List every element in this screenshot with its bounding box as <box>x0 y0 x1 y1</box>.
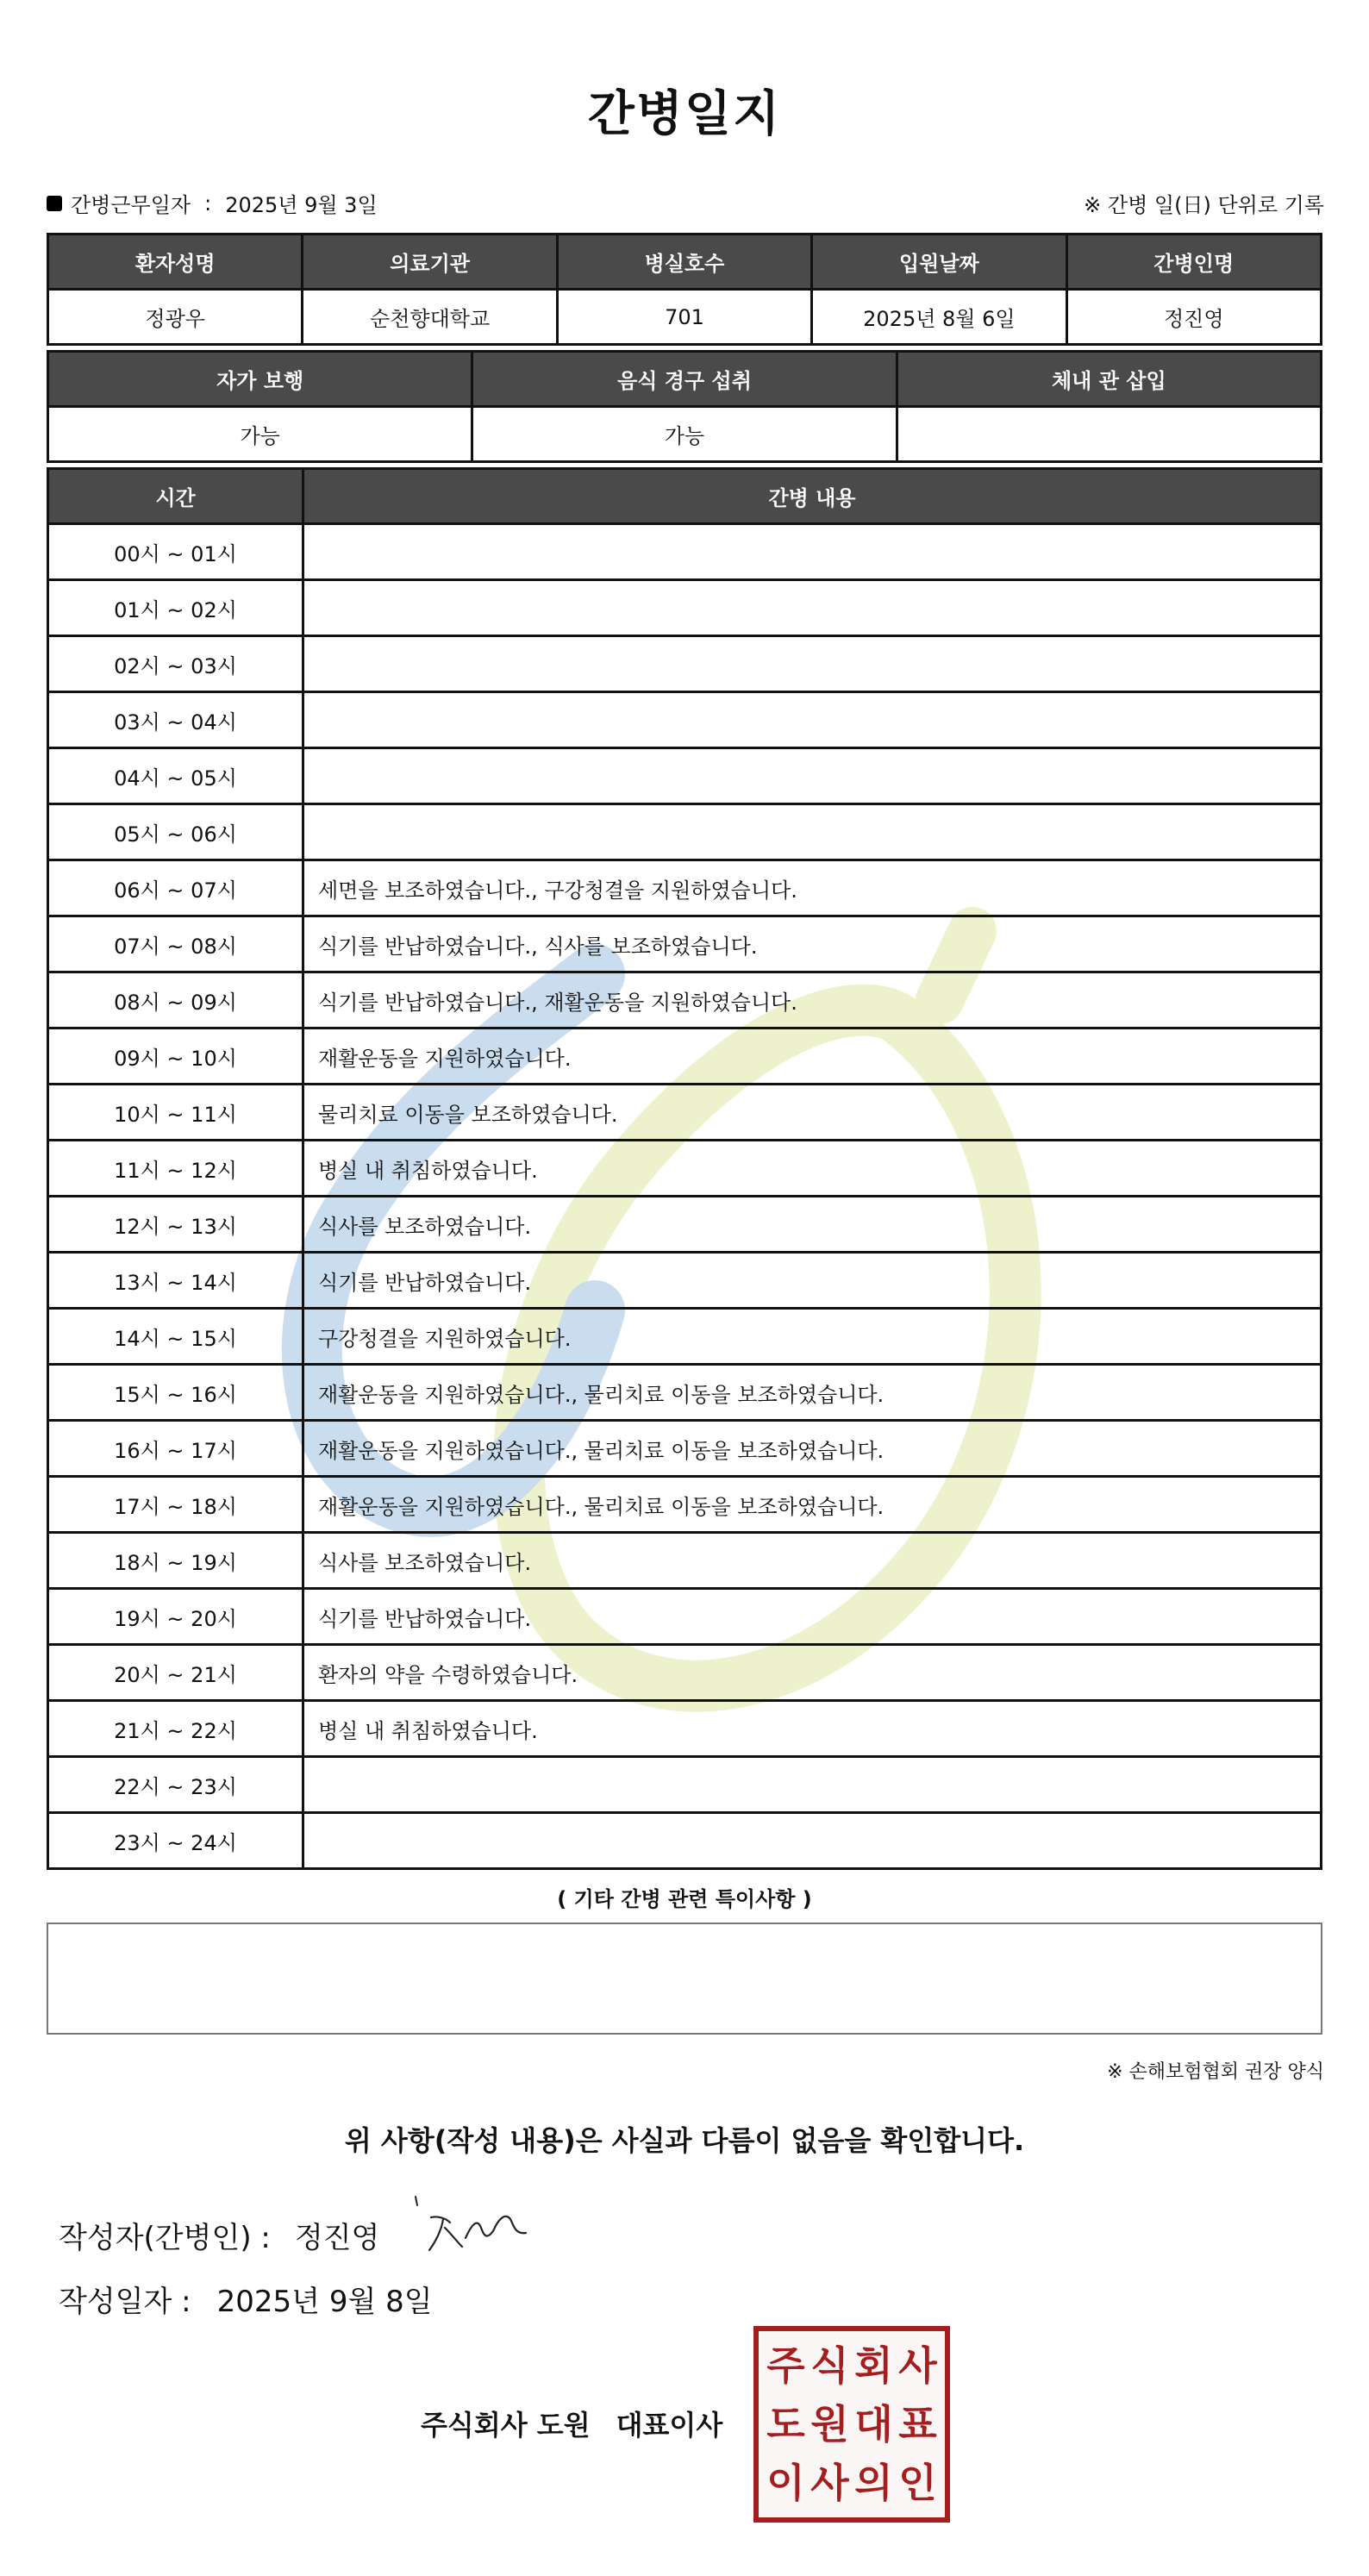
log-time-cell: 18시 ~ 19시 <box>48 1533 303 1589</box>
log-time-cell: 07시 ~ 08시 <box>48 916 303 972</box>
log-time-cell: 01시 ~ 02시 <box>48 580 303 636</box>
company-seal-stamp <box>753 2326 950 2523</box>
log-content-cell <box>303 1757 1322 1813</box>
seal-character: 식 <box>810 2342 849 2389</box>
seal-character: 도 <box>766 2401 805 2448</box>
hourly-care-log-table <box>47 467 1322 1870</box>
log-time-cell: 06시 ~ 07시 <box>48 860 303 916</box>
daily-record-note: ※ 간병 일(日) 단위로 기록 <box>1084 193 1324 217</box>
log-content-cell <box>303 636 1322 692</box>
writer-label: 작성자(간병인) : <box>59 2221 271 2255</box>
log-row <box>48 1701 1322 1757</box>
log-content-cell: 구강청결을 지원하였습니다. <box>303 1309 1322 1365</box>
log-time-cell: 04시 ~ 05시 <box>48 748 303 804</box>
self-walking-header: 자가 보행 <box>48 352 472 407</box>
log-content-cell: 재활운동을 지원하였습니다., 물리치료 이동을 보조하였습니다. <box>303 1365 1322 1421</box>
room-number-header: 병실호수 <box>557 234 811 290</box>
care-content-header: 간병 내용 <box>303 469 1322 524</box>
log-row <box>48 972 1322 1029</box>
log-time-cell: 10시 ~ 11시 <box>48 1085 303 1141</box>
log-content-cell <box>303 524 1322 580</box>
log-row <box>48 1309 1322 1365</box>
log-row <box>48 1645 1322 1701</box>
seal-character: 회 <box>854 2342 893 2389</box>
log-header-row <box>48 469 1322 524</box>
log-time-cell: 19시 ~ 20시 <box>48 1589 303 1645</box>
log-time-cell: 17시 ~ 18시 <box>48 1477 303 1533</box>
log-row <box>48 1365 1322 1421</box>
log-time-cell: 21시 ~ 22시 <box>48 1701 303 1757</box>
seal-character: 표 <box>898 2401 937 2448</box>
log-content-cell: 식사를 보조하였습니다. <box>303 1533 1322 1589</box>
tube-insertion-value <box>897 407 1321 462</box>
seal-character: 사 <box>810 2460 849 2506</box>
seal-character: 인 <box>898 2460 937 2506</box>
log-content-cell <box>303 804 1322 860</box>
log-body <box>48 524 1322 1869</box>
patient-info-value-row <box>48 290 1322 345</box>
writer-name: 정진영 <box>294 2221 380 2255</box>
work-date-separator: : <box>204 191 212 216</box>
hospital-header: 의료기관 <box>303 234 557 290</box>
self-walking-value: 가능 <box>48 407 472 462</box>
log-content-cell <box>303 748 1322 804</box>
log-row <box>48 1813 1322 1869</box>
hospital-value: 순천향대학교 <box>303 290 557 345</box>
log-time-cell: 09시 ~ 10시 <box>48 1029 303 1085</box>
special-notes-box <box>47 1923 1322 2035</box>
log-content-cell <box>303 1813 1322 1869</box>
log-time-cell: 22시 ~ 23시 <box>48 1757 303 1813</box>
work-date-row <box>47 188 378 218</box>
log-row <box>48 1253 1322 1309</box>
log-time-cell: 20시 ~ 21시 <box>48 1645 303 1701</box>
log-content-cell: 식기를 반납하였습니다., 식사를 보조하였습니다. <box>303 916 1322 972</box>
log-content-cell: 환자의 약을 수령하였습니다. <box>303 1645 1322 1701</box>
log-content-cell: 식기를 반납하였습니다. <box>303 1253 1322 1309</box>
log-content-cell: 식기를 반납하였습니다. <box>303 1589 1322 1645</box>
log-row <box>48 748 1322 804</box>
caregiver-name-value: 정진영 <box>1066 290 1321 345</box>
confirmation-statement: 위 사항(작성 내용)은 사실과 다름이 없음을 확인합니다. <box>344 2124 1025 2157</box>
log-row <box>48 860 1322 916</box>
seal-characters <box>764 2336 940 2512</box>
log-row <box>48 692 1322 748</box>
log-row <box>48 1421 1322 1477</box>
representative-title: 대표이사 <box>616 2409 723 2442</box>
log-content-cell: 세면을 보조하였습니다., 구강청결을 지원하였습니다. <box>303 860 1322 916</box>
log-content-cell: 재활운동을 지원하였습니다., 물리치료 이동을 보조하였습니다. <box>303 1477 1322 1533</box>
seal-character: 의 <box>854 2460 893 2506</box>
seal-character: 주 <box>766 2342 805 2389</box>
written-date-row <box>59 2278 433 2320</box>
log-content-cell <box>303 580 1322 636</box>
work-date-value: 2025년 9월 3일 <box>225 193 378 217</box>
log-row <box>48 1477 1322 1533</box>
log-time-cell: 11시 ~ 12시 <box>48 1141 303 1197</box>
log-time-cell: 02시 ~ 03시 <box>48 636 303 692</box>
log-content-cell: 병실 내 취침하였습니다. <box>303 1701 1322 1757</box>
log-row <box>48 1141 1322 1197</box>
caregiver-name-header: 간병인명 <box>1066 234 1321 290</box>
log-row <box>48 1085 1322 1141</box>
log-time-cell: 14시 ~ 15시 <box>48 1309 303 1365</box>
log-time-cell: 05시 ~ 06시 <box>48 804 303 860</box>
patient-name-header: 환자성명 <box>48 234 303 290</box>
log-row <box>48 636 1322 692</box>
patient-name-value: 정광우 <box>48 290 303 345</box>
patient-status-table <box>47 350 1322 463</box>
log-row <box>48 916 1322 972</box>
status-value-row <box>48 407 1322 462</box>
oral-intake-value: 가능 <box>472 407 897 462</box>
log-row <box>48 1029 1322 1085</box>
log-row <box>48 1533 1322 1589</box>
seal-character: 대 <box>854 2401 893 2448</box>
log-time-cell: 16시 ~ 17시 <box>48 1421 303 1477</box>
status-header-row <box>48 352 1322 407</box>
log-row <box>48 1757 1322 1813</box>
log-content-cell: 병실 내 취침하였습니다. <box>303 1141 1322 1197</box>
seal-character: 이 <box>766 2460 805 2506</box>
log-time-cell: 15시 ~ 16시 <box>48 1365 303 1421</box>
admission-date-value: 2025년 8월 6일 <box>812 290 1066 345</box>
patient-info-header-row <box>48 234 1322 290</box>
work-date-label: 간병근무일자 <box>71 193 191 217</box>
seal-character: 원 <box>810 2401 849 2448</box>
oral-intake-header: 음식 경구 섭취 <box>472 352 897 407</box>
log-content-cell: 재활운동을 지원하였습니다., 물리치료 이동을 보조하였습니다. <box>303 1421 1322 1477</box>
document-title: 간병일지 <box>587 86 782 142</box>
room-number-value: 701 <box>557 290 811 345</box>
form-recommendation-note: ※ 손해보험협회 권장 양식 <box>1107 2061 1324 2083</box>
log-row <box>48 524 1322 580</box>
written-date-label: 작성일자 : <box>59 2285 191 2319</box>
log-time-cell: 12시 ~ 13시 <box>48 1197 303 1253</box>
log-time-cell: 08시 ~ 09시 <box>48 972 303 1029</box>
square-bullet-icon <box>47 196 62 211</box>
tube-insertion-header: 체내 관 삽입 <box>897 352 1321 407</box>
log-content-cell: 재활운동을 지원하였습니다. <box>303 1029 1322 1085</box>
log-row <box>48 1589 1322 1645</box>
seal-character: 사 <box>898 2342 937 2389</box>
company-signature-line <box>421 2404 722 2443</box>
log-row <box>48 580 1322 636</box>
log-content-cell: 식기를 반납하였습니다., 재활운동을 지원하였습니다. <box>303 972 1322 1029</box>
patient-info-table <box>47 233 1322 346</box>
log-content-cell: 식사를 보조하였습니다. <box>303 1197 1322 1253</box>
admission-date-header: 입원날짜 <box>812 234 1066 290</box>
log-time-cell: 13시 ~ 14시 <box>48 1253 303 1309</box>
company-name: 주식회사 도원 <box>421 2409 591 2442</box>
log-content-cell <box>303 692 1322 748</box>
log-row <box>48 804 1322 860</box>
handwritten-signature <box>405 2193 543 2262</box>
time-header: 시간 <box>48 469 303 524</box>
written-date-value: 2025년 9월 8일 <box>216 2285 433 2319</box>
special-notes-title: ( 기타 간병 관련 특이사항 ) <box>557 1887 812 1911</box>
log-row <box>48 1197 1322 1253</box>
writer-row <box>59 2214 379 2256</box>
log-time-cell: 00시 ~ 01시 <box>48 524 303 580</box>
log-time-cell: 23시 ~ 24시 <box>48 1813 303 1869</box>
log-content-cell: 물리치료 이동을 보조하였습니다. <box>303 1085 1322 1141</box>
log-time-cell: 03시 ~ 04시 <box>48 692 303 748</box>
